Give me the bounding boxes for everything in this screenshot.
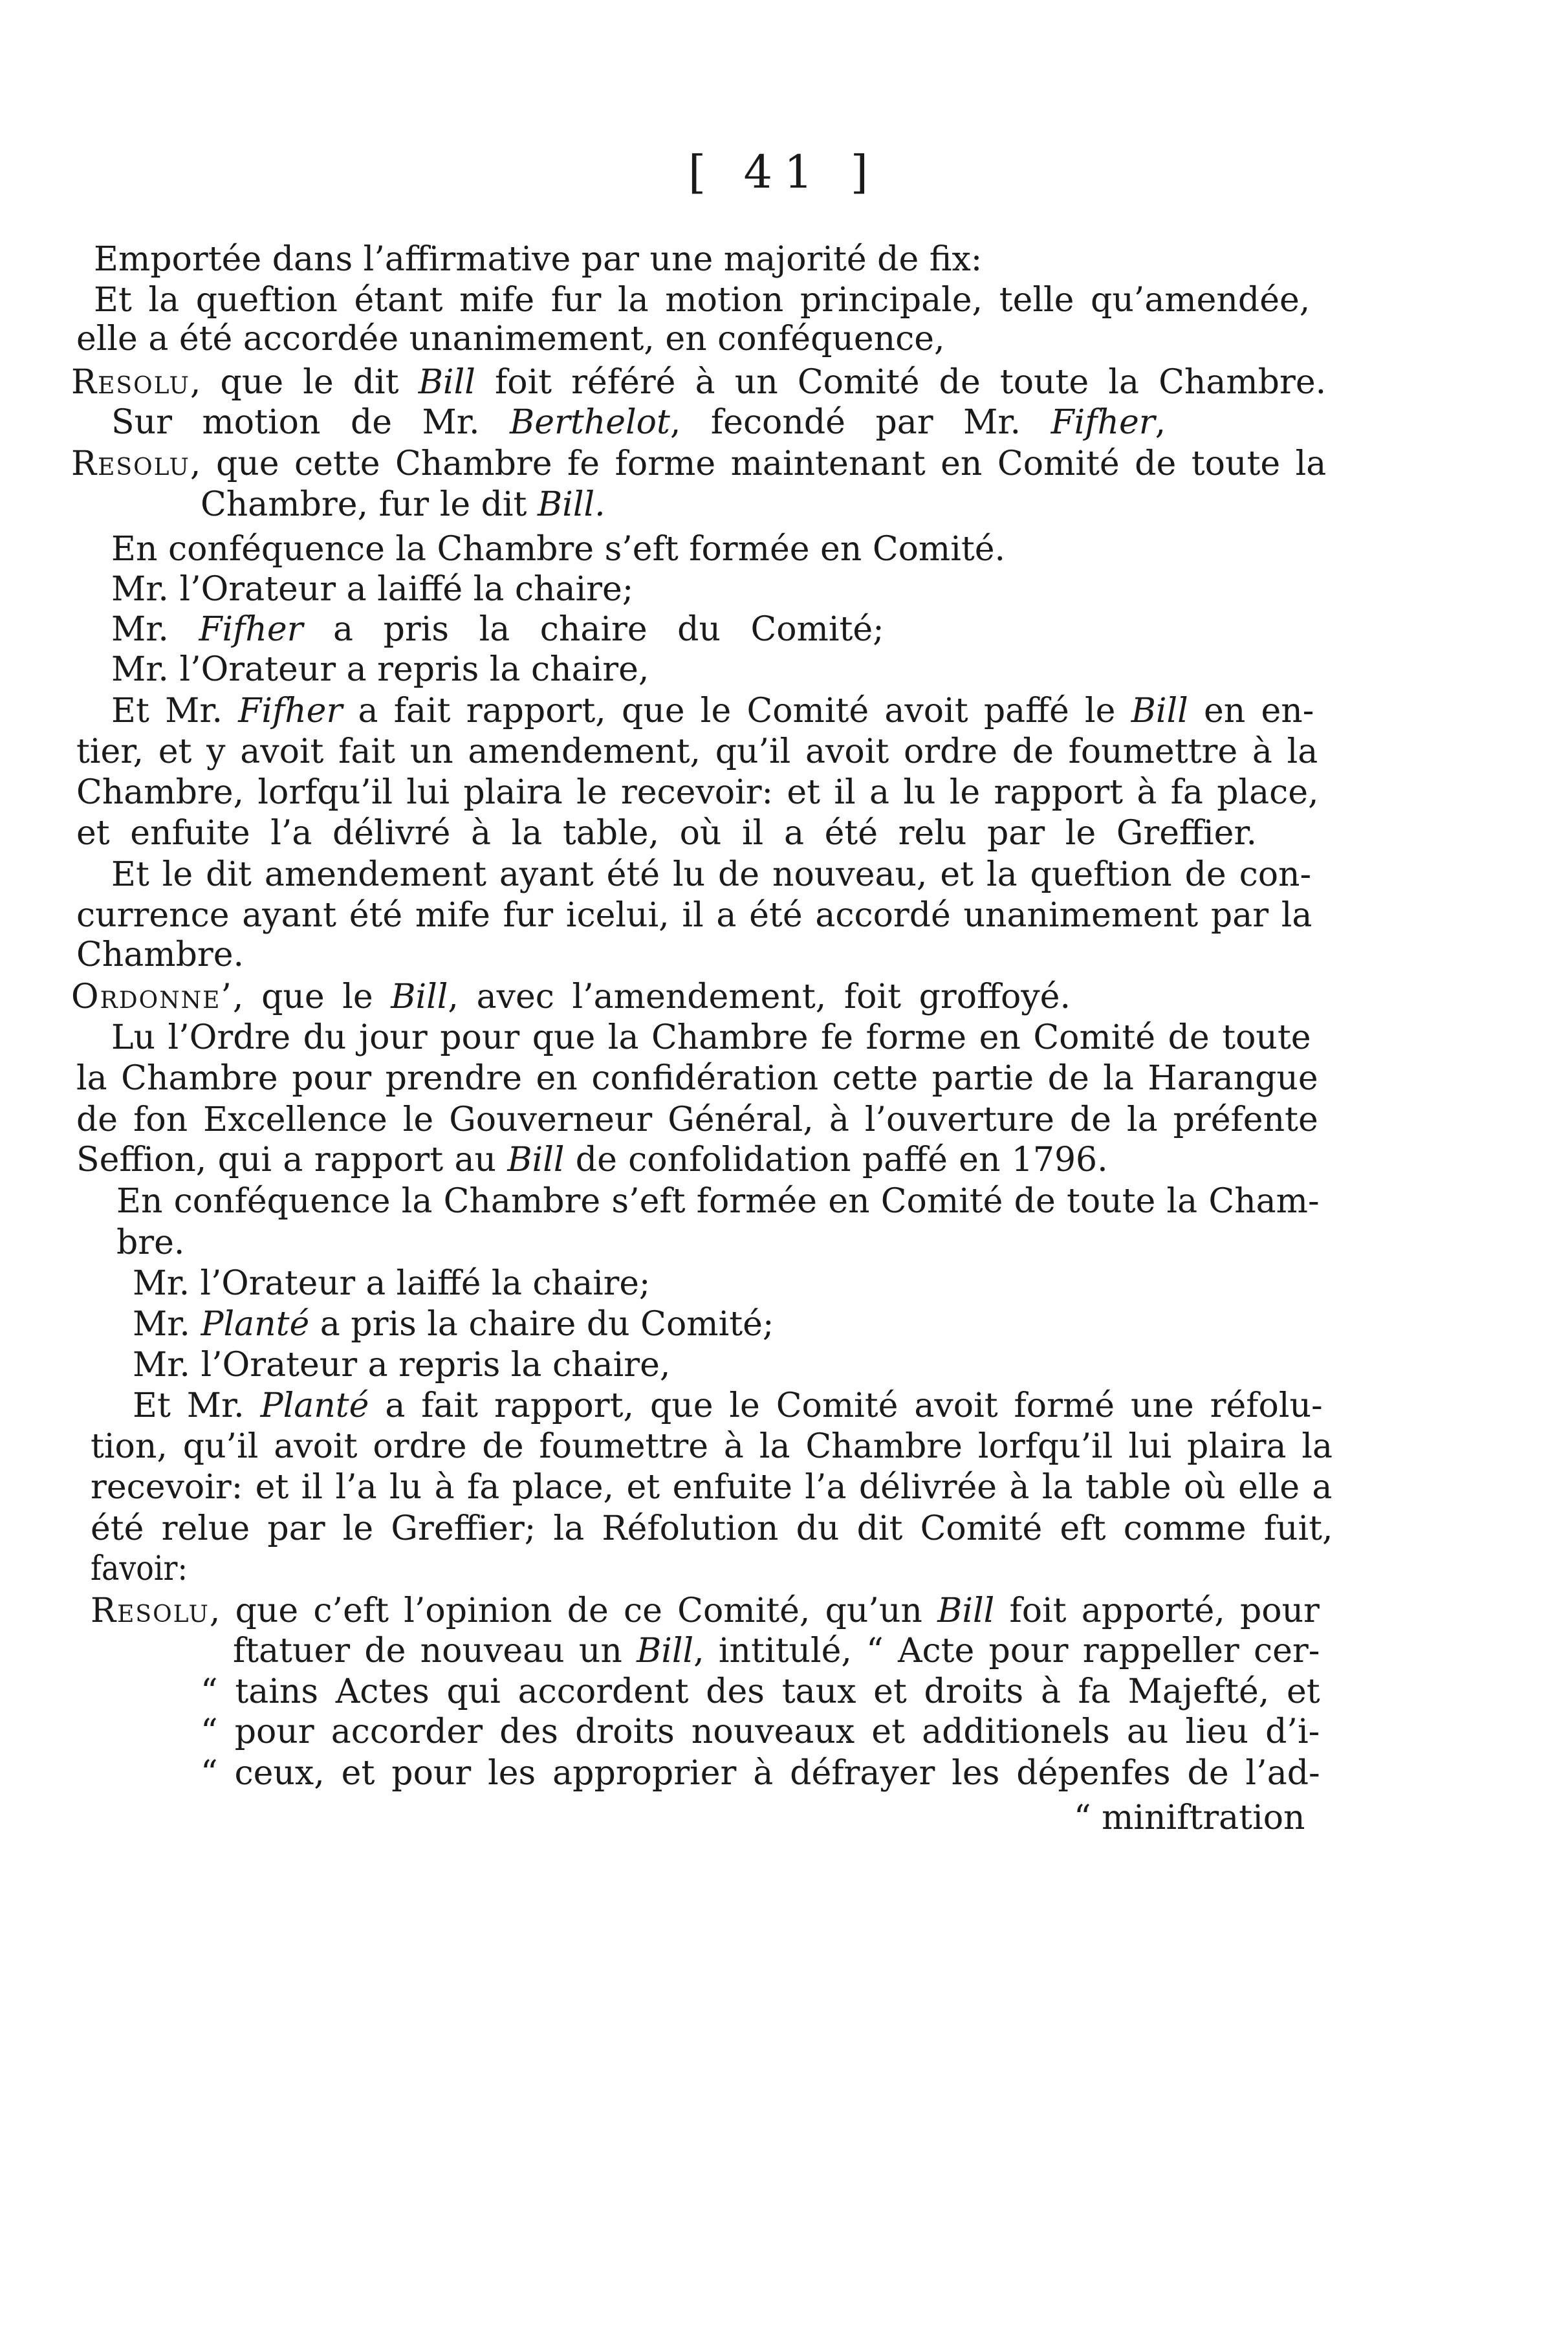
text-run: Et la queftion étant mife fur la motion principale, telle qu’amendée,	[94, 281, 1311, 320]
text-line	[133, 1386, 1323, 1426]
text-line	[76, 813, 1257, 853]
text-run: Mr.	[133, 1305, 201, 1344]
text-run: , que le	[232, 978, 391, 1016]
text-line	[111, 402, 1166, 443]
page-number-open-bracket: [	[688, 146, 718, 199]
page-number	[0, 146, 1568, 199]
text-run: a pris la chaire du Comité;	[303, 610, 884, 649]
text-line	[116, 1223, 184, 1263]
text-line	[133, 1304, 774, 1344]
text-line	[111, 691, 1314, 731]
text-line	[91, 1427, 1333, 1467]
text-run: “ pour accorder des droits nouveaux et additionels au lieu d’i-	[201, 1712, 1320, 1751]
text-run: Chambre, fur le dit	[201, 485, 538, 524]
italic-term: Fifher	[199, 610, 303, 649]
text-run: en en-	[1188, 692, 1314, 730]
text-run: favoir:	[91, 1549, 188, 1588]
text-line	[71, 444, 1326, 484]
text-run: la Chambre pour prendre en confidération cette partie de la Harangue	[76, 1059, 1318, 1098]
text-run: a fait rapport, que le Comité avoit paffé le	[342, 692, 1131, 730]
italic-term: Bill	[507, 1141, 565, 1179]
text-line	[91, 1467, 1332, 1507]
text-run: tion, qu’il avoit ordre de foumettre à la Chambre lorfqu’il lui plaira la	[91, 1427, 1333, 1466]
text-run: Et Mr.	[111, 692, 239, 730]
italic-term: Bill	[637, 1632, 694, 1670]
text-line	[111, 855, 1311, 895]
text-line	[76, 772, 1319, 813]
text-run: Mr. l’Orateur a laiffé la chaire;	[111, 570, 634, 609]
text-run: currence ayant été mife fur icelui, il a été accordé unanimement par la	[76, 896, 1312, 935]
italic-term: Bill	[418, 363, 475, 402]
text-run: de confolidation paffé en 1796.	[564, 1141, 1108, 1179]
text-line	[201, 485, 605, 525]
text-line	[111, 650, 649, 690]
text-run: Et Mr.	[133, 1386, 261, 1425]
text-run: Sur motion de Mr.	[111, 403, 510, 442]
text-run: Mr. l’Orateur a repris la chaire,	[133, 1346, 671, 1384]
italic-term: Fifher	[238, 692, 343, 730]
text-run: , avec l’amendement, foit groffoyé.	[448, 978, 1071, 1016]
text-line	[201, 1712, 1320, 1752]
italic-term: Bill.	[537, 485, 605, 524]
text-line	[76, 935, 244, 975]
italic-term: Planté	[201, 1305, 310, 1344]
text-run: de fon Excellence le Gouverneur Général, à l’ouverture de la préfente	[76, 1100, 1318, 1139]
text-run: recevoir: et il l’a lu à fa place, et enfuite l’a délivrée à la table où elle a	[91, 1468, 1333, 1507]
text-run: bre.	[116, 1223, 185, 1262]
text-run: Lu l’Ordre du jour pour que la Chambre fe forme en Comité de toute	[111, 1018, 1311, 1057]
text-run: , que c’eft l’opinion de ce Comité, qu’un	[209, 1591, 938, 1630]
text-line	[71, 977, 1071, 1017]
page-number-close-bracket: ]	[850, 146, 880, 199]
italic-term: Bill	[1131, 692, 1188, 730]
text-run: Et le dit amendement ayant été lu de nouveau, et la queftion de con-	[111, 855, 1312, 894]
text-run: Chambre.	[76, 935, 245, 974]
text-line	[76, 1100, 1318, 1140]
text-line	[76, 1140, 1108, 1180]
text-run: Mr.	[111, 610, 199, 649]
text-run: et enfuite l’a délivré à la table, où il a été relu par le Greffier.	[76, 814, 1258, 853]
text-line	[76, 732, 1318, 772]
text-run: Mr. l’Orateur a repris la chaire,	[111, 650, 649, 689]
text-line	[116, 1181, 1320, 1221]
text-line	[94, 239, 982, 279]
text-run: En conféquence la Chambre s’eft formée en Comité.	[111, 530, 1006, 569]
text-run: été relue par le Greffier; la Réfolution du dit Comité eft comme fuit,	[91, 1509, 1333, 1548]
text-line	[91, 1509, 1333, 1549]
text-line	[133, 1345, 670, 1385]
text-run: Seffion, qui a rapport au	[76, 1141, 508, 1179]
italic-term: Bill	[391, 978, 448, 1016]
italic-term: Fifher	[1051, 403, 1155, 442]
text-line	[111, 609, 884, 650]
text-line	[91, 1591, 1320, 1631]
text-run: a fait rapport, que le Comité avoit formé une réfolu-	[369, 1386, 1323, 1425]
text-run: “ tains Actes qui accordent des taux et droits à fa Majefté, et	[201, 1672, 1320, 1711]
text-run: foit référé à un Comité de toute la Chambre.	[475, 363, 1327, 402]
text-line	[71, 362, 1326, 402]
text-run: ftatuer de nouveau un	[233, 1632, 637, 1670]
text-line	[201, 1753, 1320, 1793]
italic-term: Planté	[260, 1386, 369, 1425]
text-run: , que cette Chambre fe forme maintenant en Comité de toute la	[190, 444, 1327, 483]
small-caps-heading: Resolu	[71, 363, 190, 402]
text-run: En conféquence la Chambre s’eft formée en Comité de toute la Cham-	[116, 1182, 1320, 1221]
text-run: foit apporté, pour	[994, 1591, 1320, 1630]
text-line	[76, 319, 945, 359]
catchword: “ miniftration	[1074, 1799, 1305, 1837]
text-line	[133, 1263, 650, 1304]
text-line	[91, 1549, 188, 1589]
text-line	[76, 895, 1312, 935]
text-run: Emportée dans l’affirmative par une majorité de fix:	[94, 240, 983, 279]
small-caps-heading: Resolu	[71, 444, 190, 483]
small-caps-heading: Resolu	[91, 1591, 210, 1630]
text-run: ,	[1155, 403, 1166, 442]
text-run: , que le dit	[190, 363, 419, 402]
text-line	[94, 280, 1310, 320]
text-line	[111, 529, 1005, 569]
text-line	[201, 1672, 1320, 1712]
text-line	[233, 1631, 1320, 1671]
text-run: Mr. l’Orateur a laiffé la chaire;	[133, 1264, 651, 1303]
text-run: “ ceux, et pour les approprier à défrayer les dépenfes de l’ad-	[201, 1754, 1320, 1793]
text-run: elle a été accordée unanimement, en conféquence,	[76, 320, 945, 358]
text-run: tier, et y avoit fait un amendement, qu’il avoit ordre de foumettre à la	[76, 732, 1318, 771]
italic-term: Bill	[937, 1591, 995, 1630]
text-line	[111, 1018, 1311, 1058]
text-line	[111, 569, 633, 609]
text-run: , fecondé par Mr.	[670, 403, 1051, 442]
text-run: a pris la chaire du Comité;	[309, 1305, 774, 1344]
small-caps-heading: Ordonne’	[71, 978, 233, 1016]
text-run: , intitulé, “ Acte pour rappeller cer-	[693, 1632, 1320, 1670]
text-run: Chambre, lorfqu’il lui plaira le recevoir: et il a lu le rapport à fa place,	[76, 773, 1319, 812]
text-line	[76, 1058, 1318, 1099]
page-number-value: 41	[743, 146, 825, 199]
italic-term: Berthelot	[510, 403, 670, 442]
